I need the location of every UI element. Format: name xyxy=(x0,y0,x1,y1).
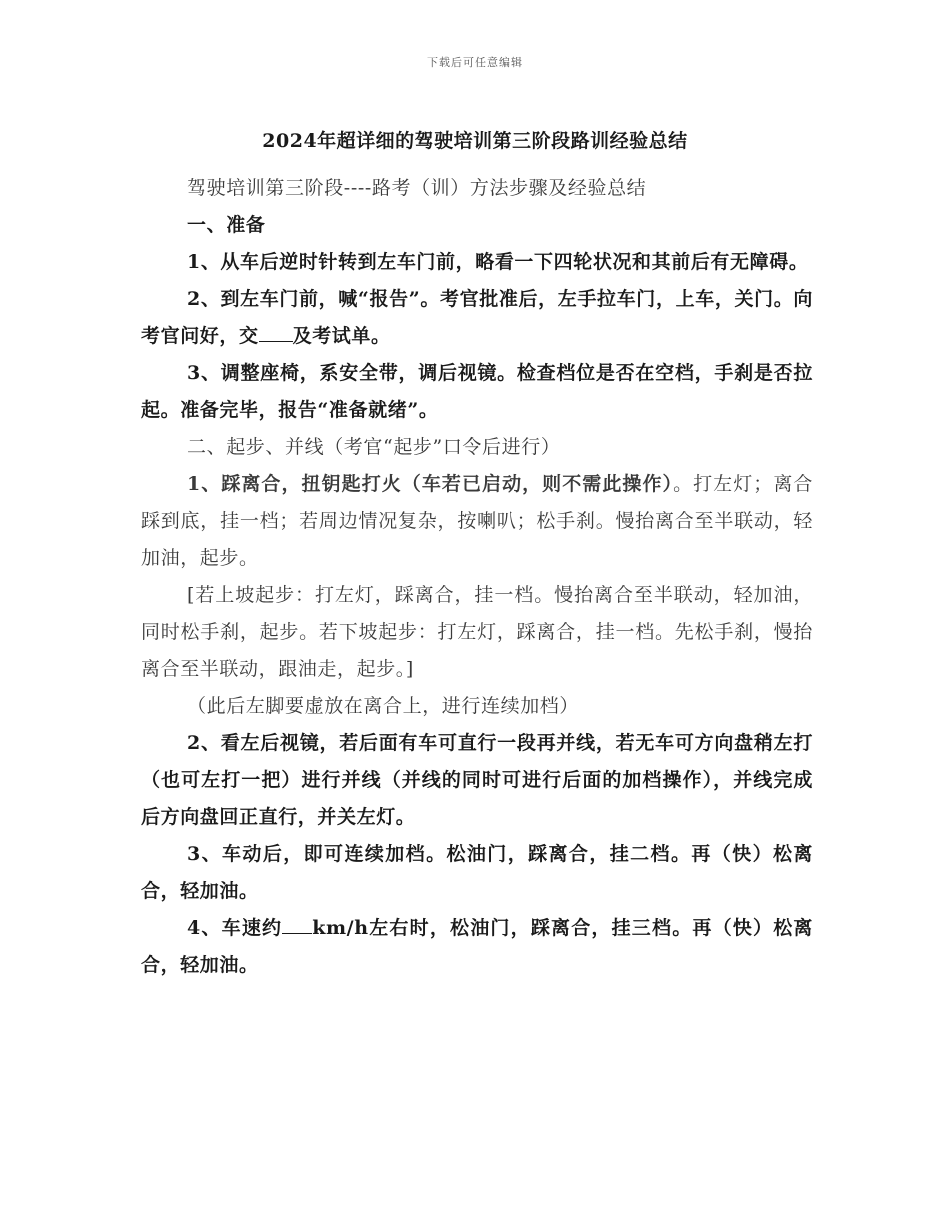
header-note: 下载后可任意编辑 xyxy=(427,56,523,69)
paragraph-prep-2-text-b: 及考试单。 xyxy=(292,325,391,347)
section-heading-start: 二、起步、并线（考官“起步”口令后进行） xyxy=(187,436,561,458)
paragraph-gear-3-text-a: 4、车速约 xyxy=(187,917,283,939)
paragraph-start-1-bold: 1、踩离合，扭钥匙打火（车若已启动，则不需此操作） xyxy=(187,473,674,495)
paragraph-clutch-note: （此后左脚要虚放在离合上，进行连续加档） xyxy=(187,695,580,717)
document-body xyxy=(141,170,813,984)
paragraph-prep-3: 3、调整座椅，系安全带，调后视镜。检查档位是否在空档，手刹是否拉起。准备完毕，报告“准备就绪”。 xyxy=(141,362,813,421)
paragraph-prep-2 xyxy=(141,281,813,355)
document-title: 2024年超详细的驾驶培训第三阶段路训经验总结 xyxy=(262,130,688,152)
paragraph-gear-3-text-b: km/h左右时，松油门，踩离合，挂三档。再（快）松离合，轻加油。 xyxy=(141,917,813,976)
subtitle: 驾驶培训第三阶段----路考（训）方法步骤及经验总结 xyxy=(187,177,647,199)
paragraph-merge: 2、看左后视镜，若后面有车可直行一段再并线，若无车可方向盘稍左打（也可左打一把）进行并线（并线的同时可进行后面的加档操作），并线完成后方向盘回正直行，并关左灯。 xyxy=(141,732,813,828)
section-heading-preparation: 一、准备 xyxy=(187,214,266,236)
fill-in-blank xyxy=(259,323,293,342)
paragraph-gear-2: 3、车动后，即可连续加档。松油门，踩离合，挂二档。再（快）松离合，轻加油。 xyxy=(141,843,813,902)
paragraph-prep-2-text-a: 2、到左车门前，喊“报告”。考官批准后，左手拉车门，上车，关门。向考官问好，交 xyxy=(141,288,813,347)
paragraph-gear-3 xyxy=(141,910,813,984)
paragraph-start-1 xyxy=(141,466,813,577)
paragraph-slope-start: [若上坡起步：打左灯，踩离合，挂一档。慢抬离合至半联动，轻加油，同时松手刹，起步。若下坡起步：打左灯，踩离合，挂一档。先松手刹，慢抬离合至半联动，跟油走，起步。] xyxy=(141,584,813,680)
paragraph-prep-1: 1、从车后逆时针转到左车门前，略看一下四轮状况和其前后有无障碍。 xyxy=(187,251,809,273)
paragraph-start-1-rest: 。打左灯；离合踩到底，挂一档；若周边情况复杂，按喇叭；松手刹。慢抬离合至半联动，轻加油，起步。 xyxy=(141,473,813,569)
fill-in-blank xyxy=(282,915,312,934)
